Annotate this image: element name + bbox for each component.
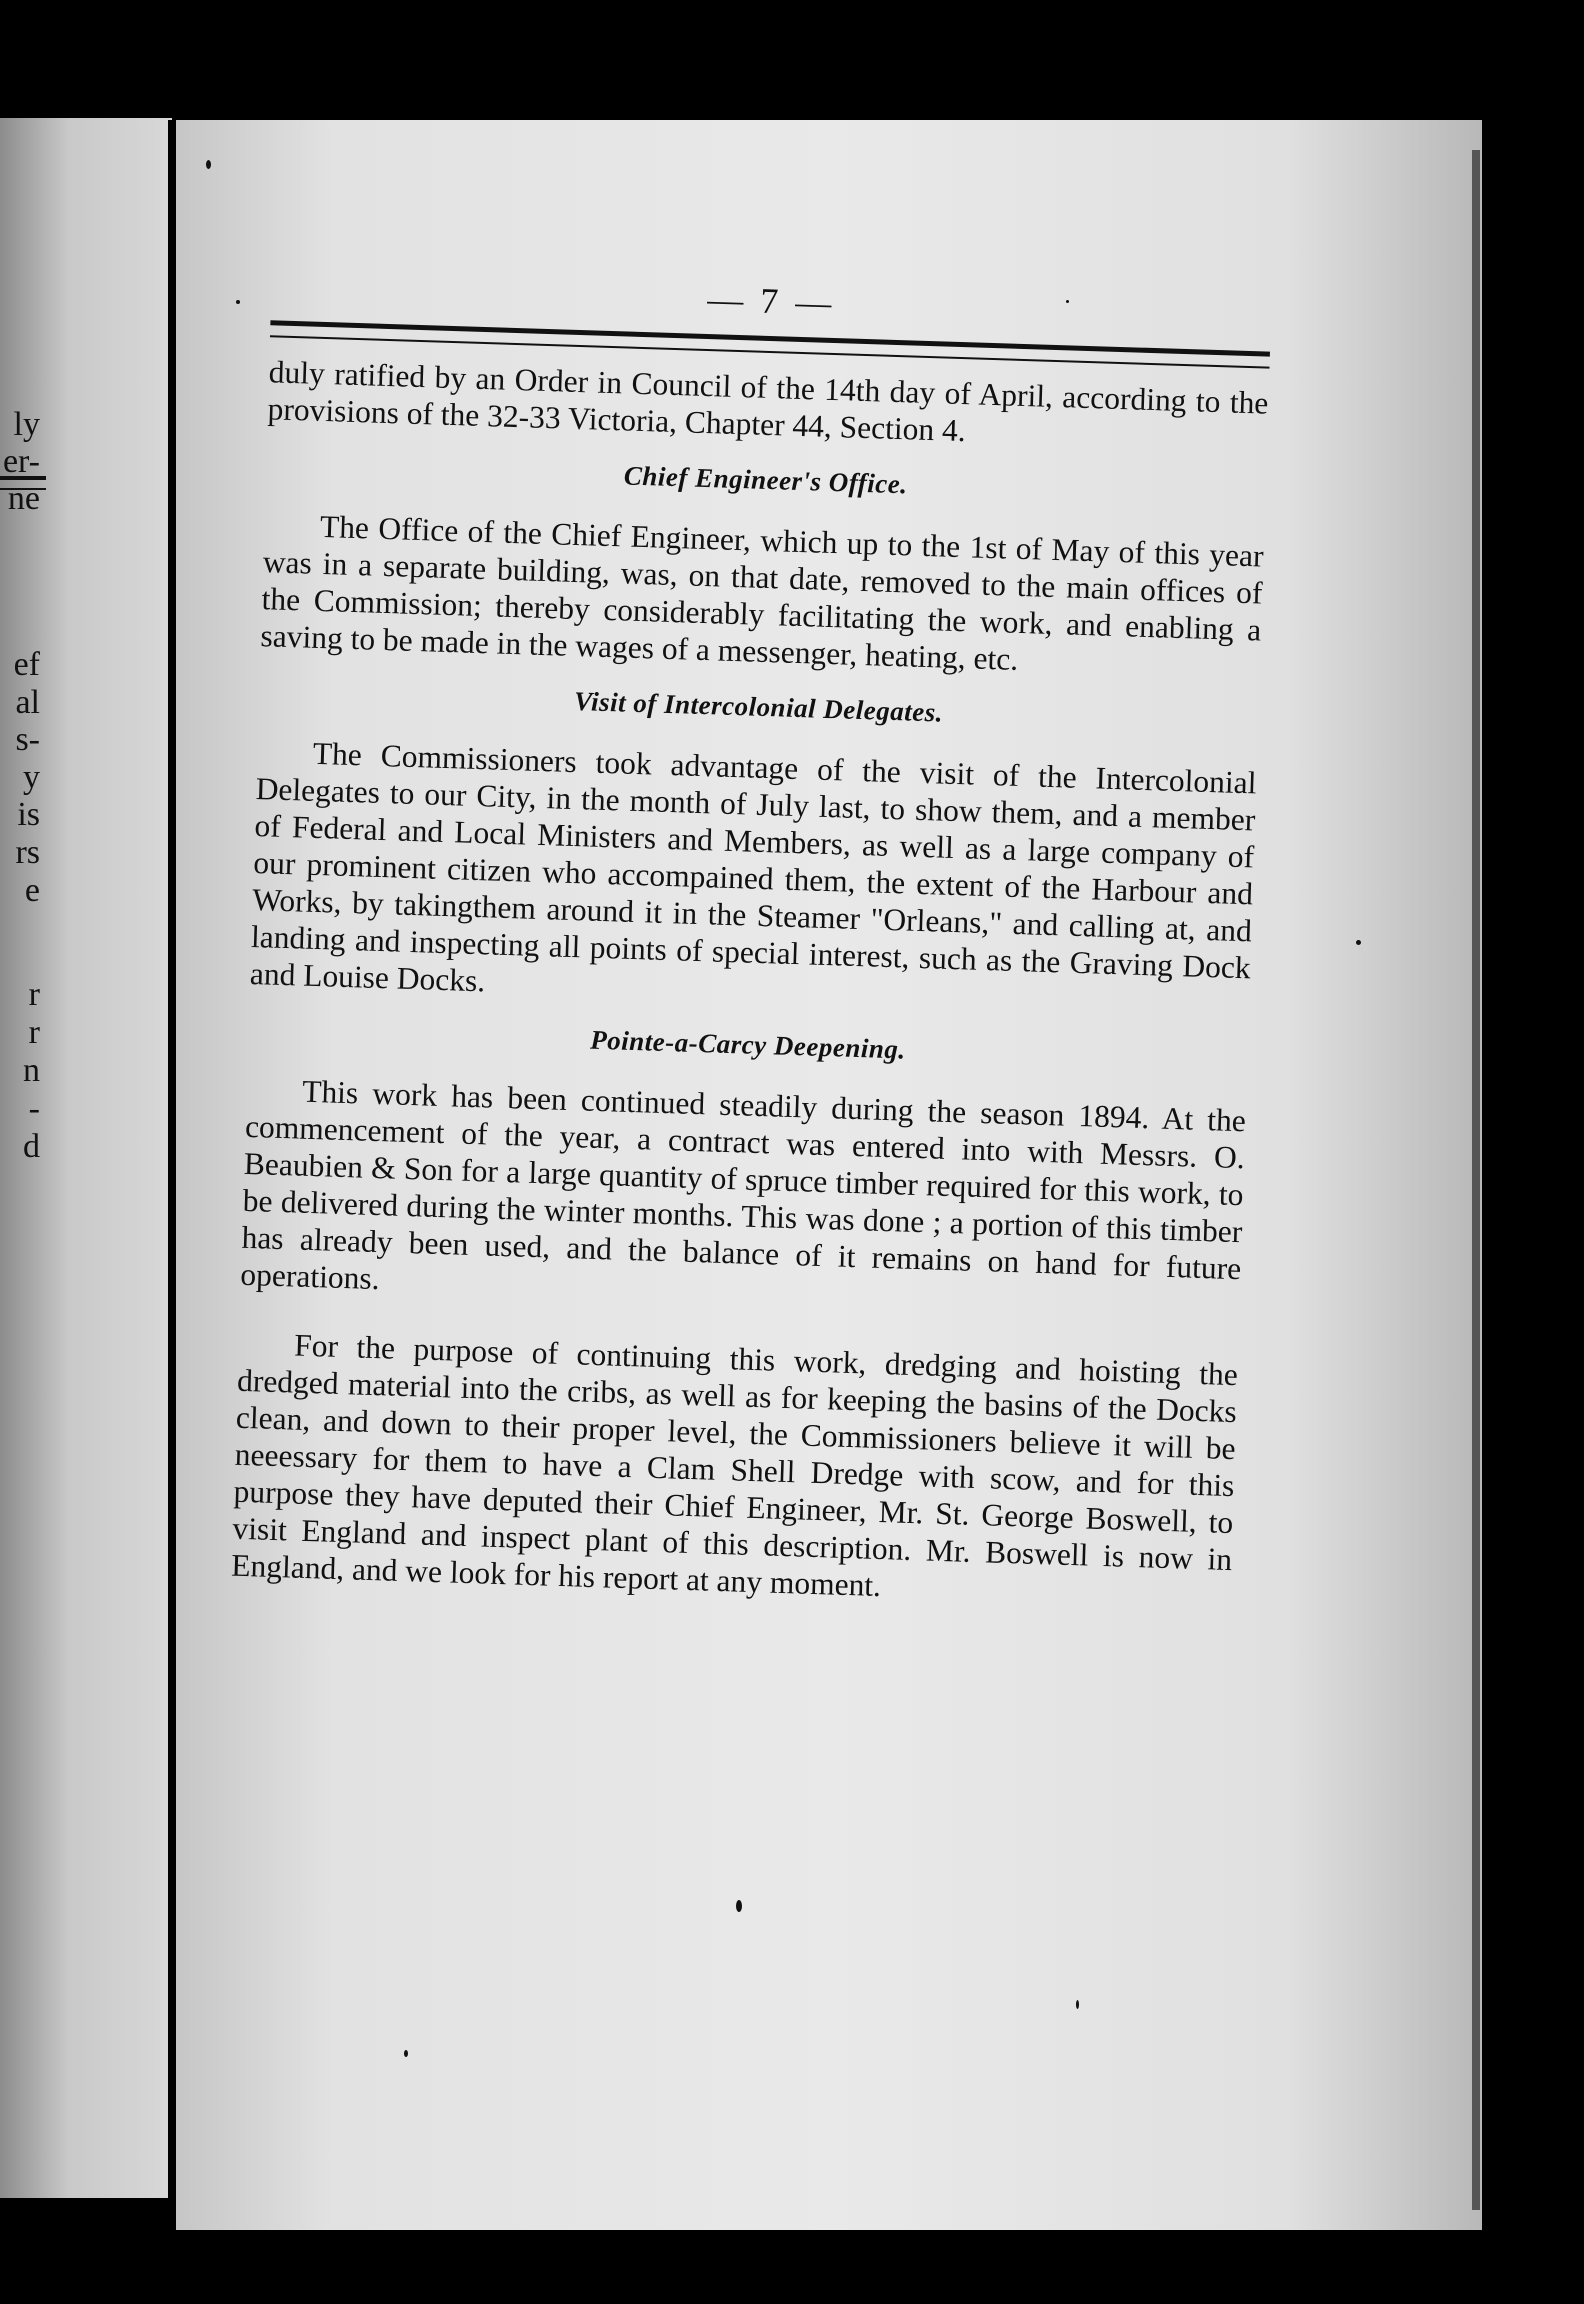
left-text-fragment: d (23, 1128, 40, 1165)
left-text-fragment: e (24, 872, 40, 909)
left-text-fragment: rs (15, 834, 40, 871)
left-text-fragment: ef (13, 646, 40, 683)
left-text-fragment: - (28, 1090, 40, 1127)
left-text-fragment: r (28, 1014, 40, 1051)
left-text-fragment: al (15, 684, 40, 721)
left-text-fragment: is (17, 796, 40, 833)
page-number: — 7 — (706, 278, 836, 323)
continuation-paragraph: duly ratified by an Order in Council of the 14th day of April, according to the provisions of the 32-33 Victoria, Chapter 44, Section 4. (267, 354, 1269, 449)
paragraph-chief-engineer: The Office of the Chief Engineer, which up to the 1st of May of this year was in a separate building, was, on that date, removed to the main offices of the Commission; thereby considerably facilitating the work, and enabling a saving to be made in the wages of a messenger, heating, etc. (260, 508, 1265, 677)
section-heading-pointe-a-carcy: Pointe-a-Carcy Deepening. (589, 1024, 907, 1065)
page-edge-shadow (1472, 150, 1480, 2210)
page-content (231, 264, 1272, 1615)
left-text-fragment: er- (2, 443, 40, 480)
page-7 (176, 120, 1482, 2230)
left-text-fragment: ly (13, 406, 40, 443)
paragraph-intercolonial-delegates: The Commissioners took advantage of the visit of the Intercolonial Delegates to our City, in the month of July last, to show them, and a member of Federal and Local Ministers and Members, as well as a large company of our prominent citizen who accompained them, the extent of the Harbour and Works, by takingthem around it in the Steamer "Orleans," and calling at, and landing and inspecting all points of special interest, such as the Graving Dock and Louise Docks. (249, 735, 1257, 999)
left-text-fragment: r (28, 976, 40, 1013)
paragraph-clam-shell-dredge: For the purpose of continuing this work, dredging and hoisting the dredged material into the cribs, as well as for keeping the basins of the Docks clean, and down to their proper level, the Commissioners believe it will be neeessary for them to have a Clam Shell Dredge with scow, and for this purpose they have deputed their Chief Engineer, Mr. St. George Boswell, to visit England and inspect plant of this description. Mr. Boswell is now in England, and we look for his report at any moment. (230, 1327, 1239, 1604)
paragraph-pointe-a-carcy: This work has been continued steadily during the season 1894. At the commencement of the year, a contract was entered into with Messrs. O. Beaubien & Son for a large quantity of spruce timber required for this work, to be delivered during the winter months. This was done ; a portion of this timber has already been used, and the balance of it remains on hand for future operations. (239, 1073, 1247, 1297)
previous-page-edge (0, 118, 172, 2198)
left-text-fragment: y (23, 759, 40, 796)
left-text-fragment: s- (15, 721, 40, 758)
left-text-fragment: n (23, 1052, 40, 1089)
left-text-fragment: ne (7, 480, 40, 517)
section-heading-chief-engineer: Chief Engineer's Office. (623, 460, 908, 500)
section-heading-intercolonial-delegates: Visit of Intercolonial Delegates. (573, 686, 944, 728)
